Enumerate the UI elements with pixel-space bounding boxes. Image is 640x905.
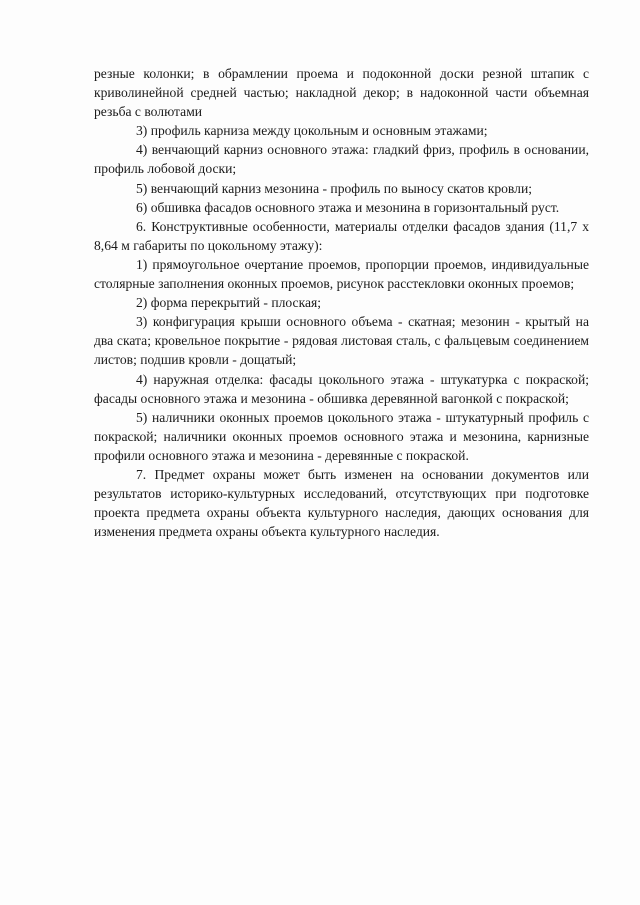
paragraph-item-floors: 2) форма перекрытий - плоская; xyxy=(136,295,322,311)
paragraph-item-main-cornice: 4) венчающий карниз основного этажа: гладкий фриз, профиль в основании, профиль лобовой доски; xyxy=(94,142,589,177)
paragraph-item-cornice-profile: 3) профиль карниза между цокольным и основным этажами; xyxy=(136,123,488,139)
paragraph-item-roof: 3) конфигурация крыши основного объема - скатная; мезонин - крытый на два ската; кровельное покрытие - рядовая листовая сталь, с фальцевым соединением листов; подшив кровли - дощатый; xyxy=(94,314,589,368)
paragraph-continuation: резные колонки; в обрамлении проема и подоконной доски резной штапик с криволинейной средней частью; накладной декор; в надоконной части объемная резьба с волютами xyxy=(94,66,589,120)
paragraph-item-window-trims: 5) наличники оконных проемов цокольного этажа - штукатурный профиль с покраской; наличники оконных проемов основного этажа и мезонина, карнизные профили основного этажа и мезонина - деревянные с покраской. xyxy=(94,409,589,463)
paragraph-section-7: 7. Предмет охраны может быть изменен на основании документов или результатов историко-культурных исследований, отсутствующих при подготовке проекта предмета охраны объекта культурного наследия, дающих основания для изменения предмета охраны объекта культурного наследия. xyxy=(94,466,589,540)
paragraph-section-6: 6. Конструктивные особенности, материалы отделки фасадов здания (11,7 х 8,64 м габариты по цокольному этажу): xyxy=(94,218,589,253)
paragraph-item-openings: 1) прямоугольное очертание проемов, пропорции проемов, индивидуальные столярные заполнения оконных проемов, рисунок расстекловки оконных проемов; xyxy=(94,256,589,292)
paragraph-item-facade-cladding: 6) обшивка фасадов основного этажа и мезонина в горизонтальный руст. xyxy=(136,199,560,215)
paragraph-item-exterior-finish: 4) наружная отделка: фасады цокольного этажа - штукатурка с покраской; фасады основного этажа и мезонина - обшивка деревянной вагонкой с покраской; xyxy=(94,371,589,406)
paragraph-item-mezzanine-cornice: 5) венчающий карниз мезонина - профиль по выносу скатов кровли; xyxy=(136,180,533,196)
document-body xyxy=(94,64,589,541)
